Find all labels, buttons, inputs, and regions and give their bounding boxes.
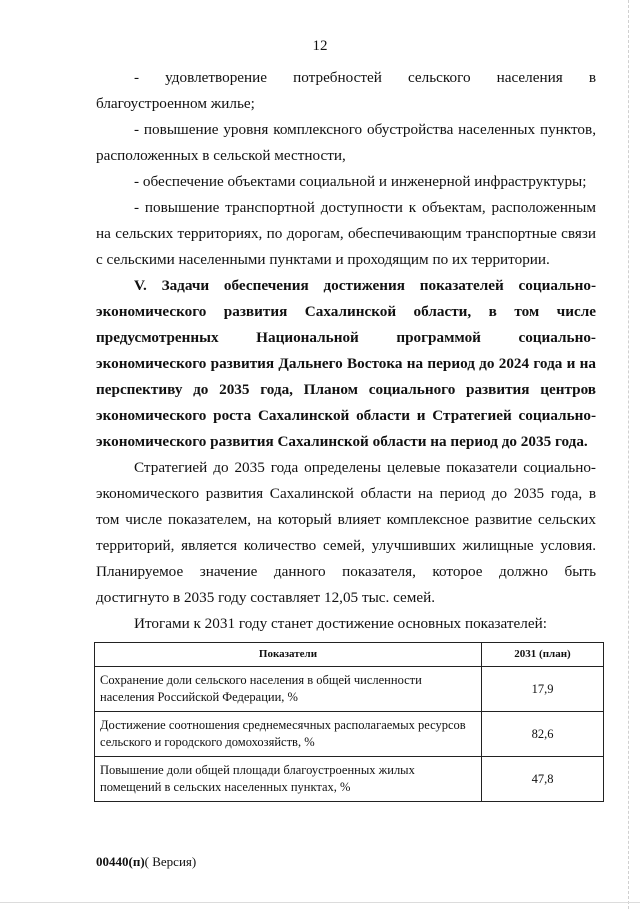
document-code: [96, 854, 196, 870]
indicator-name: Достижение соотношения среднемесячных располагаемых ресурсов сельского и городского домохозяйств, %: [95, 712, 482, 757]
scan-bottom-line: [0, 902, 640, 903]
table-row: [95, 712, 604, 757]
document-code-version: ( Версия): [144, 854, 197, 869]
header-indicator: Показатели: [95, 643, 482, 667]
strategy-paragraph: Стратегией до 2035 года определены целевые показатели социально-экономического развития Сахалинской области на период до 2035 года, в том числе показателем, на который влияет комплексное развитие сельских территорий, является количество семей, улучшивших жилищные условия. Планируемое значение данного показателя, которое должно быть достигнуто в 2035 году составляет 12,05 тыс. семей.: [96, 459, 596, 606]
results-intro-block: [96, 611, 596, 637]
indicator-value: 47,8: [482, 757, 604, 802]
table-header-row: [95, 643, 604, 667]
indicators-table: [94, 642, 604, 802]
scan-edge-line: [628, 0, 629, 909]
document-code-number: 00440(п): [96, 854, 145, 869]
bullet-item: - обеспечение объектами социальной и инженерной инфраструктуры;: [134, 173, 587, 190]
section-heading: V. Задачи обеспечения достижения показателей социально-экономического развития Сахалинской области, в том числе предусмотренных Национальной программой социально-экономического развития Дальнего Востока на период до 2024 года и на перспективу до 2035 года, Планом социального развития центров экономического роста Сахалинской области и Стратегией социально-экономического развития Сахалинской области на период до 2035 года.: [96, 277, 596, 450]
indicator-value: 17,9: [482, 667, 604, 712]
section-heading-block: [96, 273, 596, 455]
indicator-name: Повышение доли общей площади благоустроенных жилых помещений в сельских населенных пунктах, %: [95, 757, 482, 802]
indicator-name: Сохранение доли сельского населения в общей численности населения Российской Федерации, %: [95, 667, 482, 712]
table-row: [95, 757, 604, 802]
page-number: 12: [312, 38, 328, 54]
bullet-list: [96, 65, 596, 273]
strategy-block: [96, 455, 596, 611]
bullet-item: - удовлетворение потребностей сельского населения в благоустроенном жилье;: [96, 69, 596, 112]
bullet-item: - повышение транспортной доступности к объектам, расположенным на сельских территориях, по дорогам, обеспечивающим транспортные связи с сельскими населенными пунктами и проходящим по их территории.: [96, 199, 596, 268]
results-intro: Итогами к 2031 году станет достижение основных показателей:: [134, 615, 547, 632]
table-row: [95, 667, 604, 712]
header-plan-2031: 2031 (план): [482, 643, 604, 667]
bullet-item: - повышение уровня комплексного обустройства населенных пунктов, расположенных в сельской местности,: [96, 121, 596, 164]
indicator-value: 82,6: [482, 712, 604, 757]
